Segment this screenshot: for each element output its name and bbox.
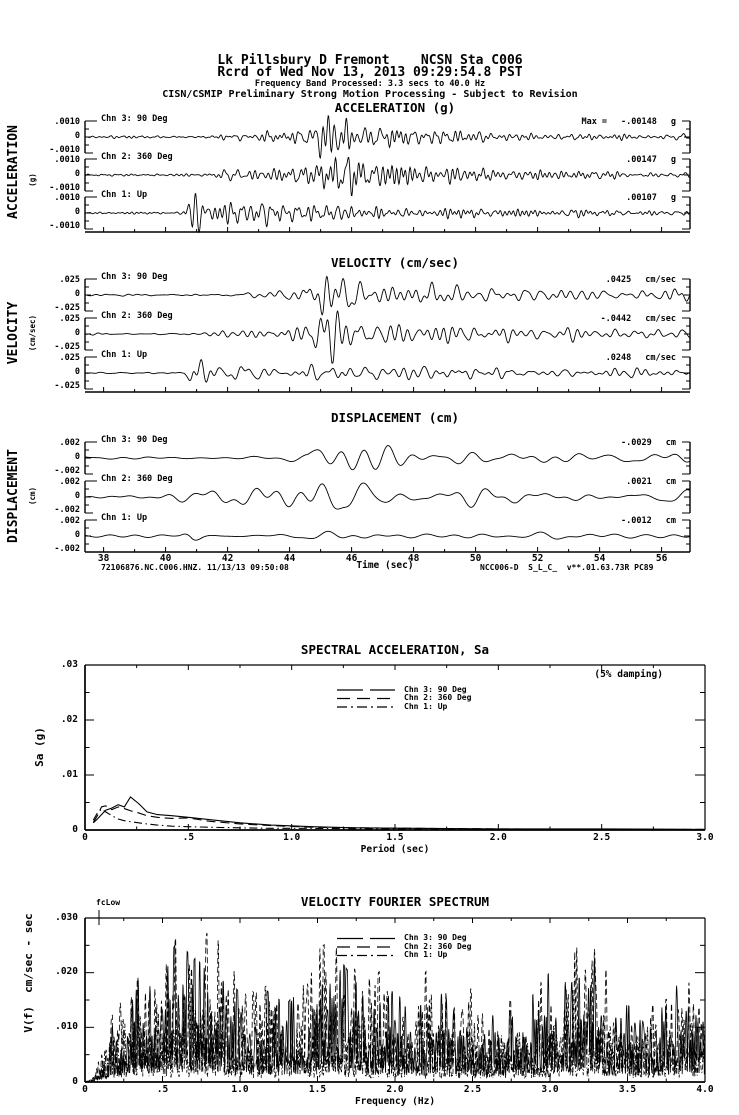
y-tick-label: 0 bbox=[74, 207, 80, 217]
y-tick-label: -.002 bbox=[54, 544, 80, 554]
seismic-waveform bbox=[85, 276, 690, 314]
y-tick-label: .002 bbox=[59, 438, 80, 448]
x-tick-label: 50 bbox=[469, 553, 482, 564]
peak-value-row bbox=[606, 354, 676, 363]
seismic-waveform bbox=[85, 360, 690, 382]
x-tick-label: .5 bbox=[182, 832, 195, 843]
time-axis-label: Time (sec) bbox=[356, 560, 414, 571]
legend-label: Chn 1: Up bbox=[404, 701, 448, 711]
damping-note: (5% damping) bbox=[594, 669, 663, 680]
y-tick-label: .0010 bbox=[54, 193, 80, 203]
channel-label: Chn 1: Up bbox=[101, 190, 148, 200]
x-tick-label: 44 bbox=[283, 553, 296, 564]
sa-curve-1 bbox=[93, 797, 705, 829]
y-tick-label: -.0010 bbox=[49, 221, 80, 231]
y-tick-label: .025 bbox=[59, 353, 80, 363]
y-tick-label: .020 bbox=[55, 966, 78, 978]
fourier-y-axis-label: V(f) cm/sec - sec bbox=[21, 913, 35, 1033]
peak-value: -.0012 bbox=[621, 516, 652, 526]
y-tick-label: 0 bbox=[74, 131, 80, 141]
y-tick-label: -.025 bbox=[54, 303, 80, 313]
peak-value-row bbox=[626, 156, 676, 165]
peak-unit: g bbox=[670, 155, 676, 165]
y-tick-label: 0 bbox=[72, 823, 78, 835]
peak-value-row bbox=[626, 194, 676, 203]
y-tick-label: .0010 bbox=[54, 155, 80, 165]
x-tick-label: 52 bbox=[531, 553, 544, 564]
channel-label: Chn 1: Up bbox=[101, 350, 148, 360]
y-tick-label: .025 bbox=[59, 275, 80, 285]
x-tick-label: 54 bbox=[593, 553, 606, 564]
x-tick-label: 2.5 bbox=[593, 832, 611, 843]
peak-value-row bbox=[621, 439, 676, 448]
channel-label: Chn 3: 90 Deg bbox=[101, 114, 168, 124]
sa-y-axis-label: Sa (g) bbox=[32, 727, 46, 767]
y-tick-label: .025 bbox=[59, 314, 80, 324]
displacement-y-axis-label: DISPLACEMENT bbox=[5, 449, 21, 543]
seismic-waveform bbox=[85, 446, 690, 470]
displacement-panel-title: DISPLACEMENT (cm) bbox=[331, 410, 459, 425]
sa-curve-3 bbox=[93, 809, 705, 829]
y-tick-label: 0 bbox=[74, 289, 80, 299]
y-tick-label: .03 bbox=[60, 658, 78, 670]
x-tick-label: 1.5 bbox=[386, 832, 404, 843]
y-tick-label: .002 bbox=[59, 477, 80, 487]
x-tick-label: 38 bbox=[97, 553, 110, 564]
x-tick-label: 56 bbox=[655, 553, 668, 564]
x-tick-label: 1.0 bbox=[283, 832, 301, 843]
velocity-y-axis-label: VELOCITY bbox=[5, 301, 21, 365]
y-tick-label: 0 bbox=[74, 452, 80, 462]
seismic-waveform bbox=[85, 157, 690, 195]
x-tick-label: 1.5 bbox=[308, 1084, 327, 1095]
acceleration-y-axis-label: ACCELERATION bbox=[5, 125, 21, 219]
x-tick-label: 2.0 bbox=[386, 1084, 404, 1095]
corner-frequency-label: fcLow bbox=[96, 898, 121, 907]
x-tick-label: 2.0 bbox=[489, 832, 507, 843]
y-tick-label: -.0010 bbox=[49, 145, 80, 155]
y-tick-label: 0 bbox=[74, 491, 80, 501]
processing-note: CISN/CSMIP Preliminary Strong Motion Processing - Subject to Revision bbox=[162, 89, 578, 100]
y-tick-label: 0 bbox=[74, 367, 80, 377]
peak-value-row bbox=[606, 276, 676, 285]
x-tick-label: 3.5 bbox=[618, 1084, 637, 1095]
seismic-waveform bbox=[85, 194, 690, 233]
y-tick-label: .01 bbox=[60, 768, 78, 780]
y-tick-label: .010 bbox=[55, 1020, 78, 1032]
y-tick-label: .02 bbox=[60, 713, 78, 725]
channel-label: Chn 3: 90 Deg bbox=[101, 435, 168, 445]
peak-value: -.0442 bbox=[600, 314, 632, 324]
fourier-panel-title: VELOCITY FOURIER SPECTRUM bbox=[300, 894, 490, 909]
peak-unit: cm bbox=[665, 477, 676, 487]
peak-value: .0425 bbox=[605, 275, 632, 285]
legend-label: Chn 1: Up bbox=[404, 950, 448, 959]
peak-value-row bbox=[601, 315, 676, 324]
y-tick-label: -.002 bbox=[54, 466, 80, 476]
x-tick-label: .5 bbox=[156, 1084, 169, 1095]
frequency-band-note: Frequency Band Processed: 3.3 secs to 40.0 Hz bbox=[254, 79, 486, 89]
y-tick-label: -.025 bbox=[54, 342, 80, 352]
peak-value-row bbox=[621, 517, 676, 526]
x-tick-label: 1.0 bbox=[231, 1084, 249, 1095]
sa-panel-title: SPECTRAL ACCELERATION, Sa bbox=[300, 642, 490, 657]
peak-unit: cm/sec bbox=[645, 314, 676, 324]
channel-label: Chn 2: 360 Deg bbox=[101, 152, 173, 162]
x-tick-label: 42 bbox=[221, 553, 234, 564]
x-tick-label: 46 bbox=[345, 553, 358, 564]
peak-value: .0021 bbox=[626, 477, 652, 487]
y-tick-label: 0 bbox=[72, 1075, 78, 1087]
seismic-waveform bbox=[85, 311, 690, 363]
period-axis-label: Period (sec) bbox=[360, 844, 430, 855]
channel-label: Chn 2: 360 Deg bbox=[101, 474, 173, 484]
peak-value: .0248 bbox=[605, 353, 632, 363]
seismic-waveform bbox=[85, 483, 690, 509]
record-timestamp: Rcrd of Wed Nov 13, 2013 09:29:54.8 PST bbox=[217, 65, 523, 80]
x-tick-label: 3.0 bbox=[696, 832, 714, 843]
velocity-y-axis-unit: (cm/sec) bbox=[27, 314, 37, 352]
y-tick-label: 0 bbox=[74, 169, 80, 179]
x-tick-label: 0 bbox=[82, 1084, 88, 1095]
channel-label: Chn 1: Up bbox=[101, 513, 148, 523]
y-tick-label: .002 bbox=[59, 516, 80, 526]
y-tick-label: -.0010 bbox=[49, 183, 80, 193]
processing-code-footer: NCC006-D S_L_C_ v**.01.63.73R PC89 bbox=[480, 563, 654, 572]
peak-unit: g bbox=[670, 193, 676, 203]
legend-label: Chn 3: 90 Deg bbox=[404, 684, 467, 694]
peak-value-row bbox=[626, 478, 676, 487]
x-tick-label: 3.0 bbox=[541, 1084, 559, 1095]
y-tick-label: 0 bbox=[74, 530, 80, 540]
x-tick-label: 40 bbox=[159, 553, 172, 564]
peak-value: -.00148 bbox=[621, 117, 657, 127]
peak-value-row bbox=[581, 118, 676, 127]
legend-label: Chn 3: 90 Deg bbox=[404, 933, 467, 942]
velocity-panel-title: VELOCITY (cm/sec) bbox=[331, 255, 459, 270]
seismic-waveform bbox=[85, 531, 690, 540]
peak-unit: cm bbox=[665, 516, 676, 526]
frequency-axis-label: Frequency (Hz) bbox=[354, 1096, 436, 1107]
channel-label: Chn 3: 90 Deg bbox=[101, 272, 168, 282]
x-tick-label: 2.5 bbox=[463, 1084, 482, 1095]
station-title: Lk Pillsbury D Fremont NCSN Sta C006 bbox=[217, 53, 523, 68]
legend-label: Chn 2: 360 Deg bbox=[404, 941, 472, 951]
y-tick-label: .0010 bbox=[54, 117, 80, 127]
acceleration-panel-title: ACCELERATION (g) bbox=[334, 100, 456, 115]
y-tick-label: .030 bbox=[55, 911, 78, 923]
sa-curve-2 bbox=[93, 806, 705, 830]
peak-value: .00147 bbox=[626, 155, 657, 165]
peak-unit: cm/sec bbox=[645, 353, 676, 363]
x-tick-label: 48 bbox=[407, 553, 420, 564]
peak-value: -.0029 bbox=[621, 438, 652, 448]
y-tick-label: -.025 bbox=[54, 381, 80, 391]
x-tick-label: 0 bbox=[82, 832, 88, 843]
y-tick-label: -.002 bbox=[54, 505, 80, 515]
peak-unit: cm/sec bbox=[645, 275, 676, 285]
record-id-footer: 72106876.NC.C006.HNZ. 11/13/13 09:50:08 bbox=[101, 563, 289, 572]
peak-unit: cm bbox=[665, 438, 676, 448]
x-tick-label: 4.0 bbox=[696, 1084, 714, 1095]
channel-label: Chn 2: 360 Deg bbox=[101, 311, 173, 321]
legend-label: Chn 2: 360 Deg bbox=[404, 693, 472, 702]
peak-unit: g bbox=[670, 117, 676, 127]
displacement-y-axis-unit: (cm) bbox=[27, 486, 37, 506]
peak-value: .00107 bbox=[626, 193, 657, 203]
peak-prefix: Max = bbox=[581, 117, 608, 127]
y-tick-label: 0 bbox=[74, 328, 80, 338]
acceleration-y-axis-unit: (g) bbox=[27, 173, 37, 187]
